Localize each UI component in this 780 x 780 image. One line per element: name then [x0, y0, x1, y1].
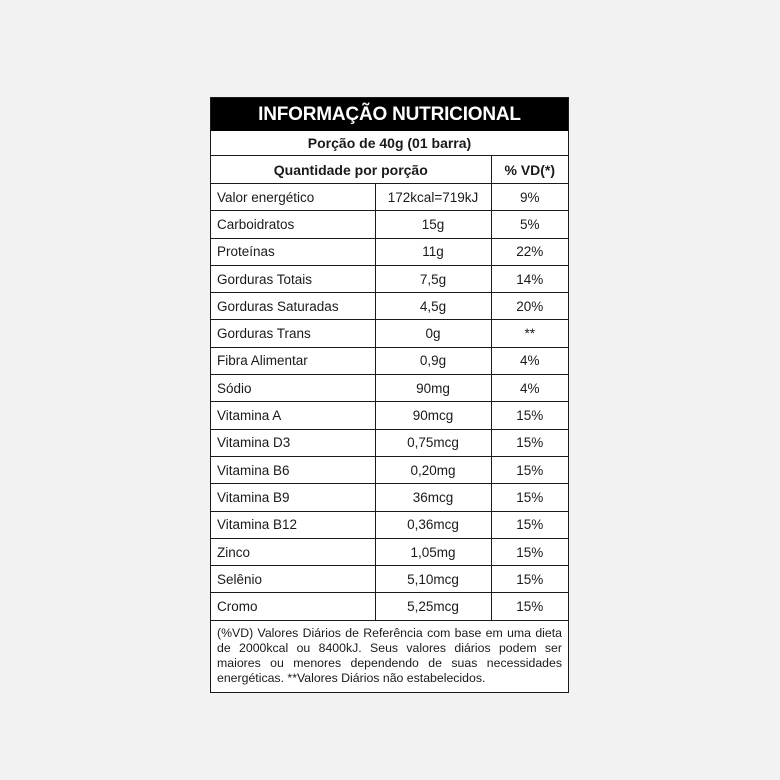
nutrient-name: Valor energético — [211, 184, 375, 211]
nutrient-amount: 7,5g — [375, 265, 491, 292]
nutrient-amount: 1,05mg — [375, 538, 491, 565]
nutrient-name: Vitamina D3 — [211, 429, 375, 456]
nutrient-name: Gorduras Totais — [211, 265, 375, 292]
nutrient-amount: 0,20mg — [375, 456, 491, 483]
table-row — [211, 593, 568, 620]
nutrient-amount: 0g — [375, 320, 491, 347]
nutrient-daily-value: 9% — [491, 184, 568, 211]
nutrient-amount: 15g — [375, 211, 491, 238]
nutrient-daily-value: 20% — [491, 293, 568, 320]
nutrition-label — [210, 97, 569, 693]
nutrient-amount: 4,5g — [375, 293, 491, 320]
nutrient-name: Vitamina B6 — [211, 456, 375, 483]
table-row — [211, 238, 568, 265]
nutrient-amount: 0,9g — [375, 347, 491, 374]
nutrition-table — [211, 156, 568, 621]
nutrient-name: Fibra Alimentar — [211, 347, 375, 374]
nutrient-name: Gorduras Trans — [211, 320, 375, 347]
nutrient-amount: 36mcg — [375, 484, 491, 511]
portion-size: Porção de 40g (01 barra) — [211, 131, 568, 156]
footnote: (%VD) Valores Diários de Referência com base em uma dieta de 2000kcal ou 8400kJ. Seus valores diários podem ser maiores ou menores dependendo de suas necessidades energéticas. **Valores Diários não estabelecidos. — [217, 625, 562, 685]
table-row — [211, 347, 568, 374]
nutrient-daily-value: 15% — [491, 484, 568, 511]
nutrient-daily-value: 15% — [491, 456, 568, 483]
header-quantity: Quantidade por porção — [211, 156, 491, 184]
nutrient-amount: 0,36mcg — [375, 511, 491, 538]
nutrient-amount: 5,10mcg — [375, 566, 491, 593]
table-row — [211, 429, 568, 456]
nutrient-daily-value: 15% — [491, 429, 568, 456]
table-row — [211, 211, 568, 238]
nutrient-daily-value: 15% — [491, 593, 568, 620]
nutrient-name: Proteínas — [211, 238, 375, 265]
table-row — [211, 184, 568, 211]
nutrient-name: Sódio — [211, 375, 375, 402]
nutrient-name: Zinco — [211, 538, 375, 565]
table-row — [211, 402, 568, 429]
nutrient-name: Vitamina B12 — [211, 511, 375, 538]
nutrient-daily-value: ** — [491, 320, 568, 347]
nutrient-name: Carboidratos — [211, 211, 375, 238]
table-row — [211, 293, 568, 320]
nutrient-name: Vitamina A — [211, 402, 375, 429]
nutrient-daily-value: 4% — [491, 347, 568, 374]
table-row — [211, 511, 568, 538]
table-row — [211, 566, 568, 593]
table-header-row — [211, 156, 568, 184]
nutrient-daily-value: 14% — [491, 265, 568, 292]
nutrient-daily-value: 4% — [491, 375, 568, 402]
header-daily-value: % VD(*) — [491, 156, 568, 184]
nutrient-amount: 90mcg — [375, 402, 491, 429]
nutrient-daily-value: 15% — [491, 402, 568, 429]
nutrient-daily-value: 15% — [491, 566, 568, 593]
nutrient-amount: 11g — [375, 238, 491, 265]
table-row — [211, 538, 568, 565]
table-row — [211, 456, 568, 483]
nutrient-name: Selênio — [211, 566, 375, 593]
table-row — [211, 484, 568, 511]
nutrient-name: Cromo — [211, 593, 375, 620]
nutrient-amount: 0,75mcg — [375, 429, 491, 456]
table-row — [211, 265, 568, 292]
nutrient-name: Vitamina B9 — [211, 484, 375, 511]
nutrient-daily-value: 15% — [491, 538, 568, 565]
nutrient-daily-value: 5% — [491, 211, 568, 238]
nutrient-name: Gorduras Saturadas — [211, 293, 375, 320]
table-row — [211, 375, 568, 402]
nutrient-amount: 172kcal=719kJ — [375, 184, 491, 211]
label-title: INFORMAÇÃO NUTRICIONAL — [211, 98, 568, 131]
nutrient-daily-value: 15% — [491, 511, 568, 538]
nutrient-amount: 5,25mcg — [375, 593, 491, 620]
nutrient-amount: 90mg — [375, 375, 491, 402]
table-row — [211, 320, 568, 347]
nutrient-daily-value: 22% — [491, 238, 568, 265]
